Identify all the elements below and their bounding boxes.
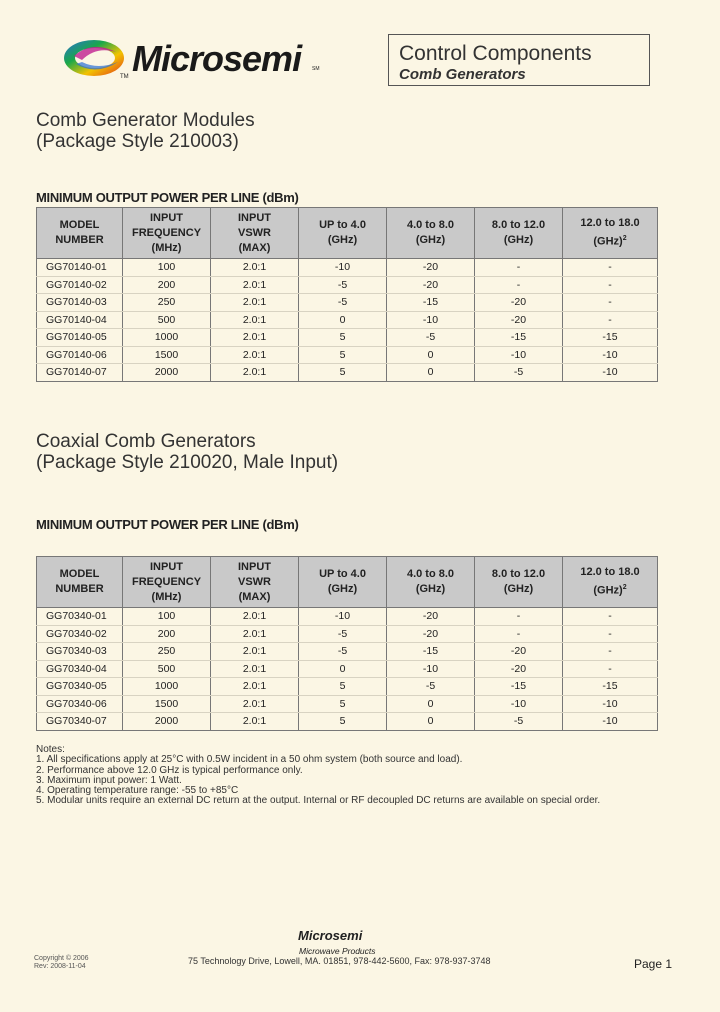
col-band2: 4.0 to 8.0 (GHz) xyxy=(387,557,475,608)
col-band4: 12.0 to 18.0 (GHz)$^2$ xyxy=(563,208,658,259)
section2-title-line2: (Package Style 210020, Male Input) xyxy=(36,452,339,473)
model-cell: GG70140-03 xyxy=(37,294,123,312)
section2-title-line1: Coaxial Comb Generators xyxy=(36,431,256,452)
band4-cell: - xyxy=(563,660,658,678)
section1-title-line1: Comb Generator Modules xyxy=(36,110,255,131)
servicemark-mark: SM xyxy=(312,66,320,72)
header-box-title: Control Components xyxy=(399,42,592,65)
table-row xyxy=(37,311,658,329)
frequency-cell: 500 xyxy=(123,660,211,678)
vswr-cell: 2.0:1 xyxy=(211,311,299,329)
band4-cell: -10 xyxy=(563,364,658,382)
band4-cell: - xyxy=(563,276,658,294)
band1-cell: 5 xyxy=(299,678,387,696)
band1-cell: 5 xyxy=(299,695,387,713)
footer-address: 75 Technology Drive, Lowell, MA. 01851, 978-442-5600, Fax: 978-937-3748 xyxy=(188,956,491,966)
frequency-cell: 1500 xyxy=(123,346,211,364)
band2-cell: -20 xyxy=(387,276,475,294)
frequency-cell: 100 xyxy=(123,608,211,626)
col-vswr: INPUT VSWR (MAX) xyxy=(211,208,299,259)
table2-title: MINIMUM OUTPUT POWER PER LINE (dBm) xyxy=(36,517,299,532)
vswr-cell: 2.0:1 xyxy=(211,643,299,661)
band3-cell: -5 xyxy=(475,713,563,731)
model-cell: GG70140-07 xyxy=(37,364,123,382)
vswr-cell: 2.0:1 xyxy=(211,695,299,713)
band1-cell: -10 xyxy=(299,259,387,277)
band4-cell: -10 xyxy=(563,695,658,713)
band4-cell: -15 xyxy=(563,329,658,347)
band3-cell: - xyxy=(475,608,563,626)
band4-cell: - xyxy=(563,294,658,312)
microsemi-swirl-icon xyxy=(62,36,126,80)
col-model: MODEL NUMBER xyxy=(37,208,123,259)
band1-cell: 5 xyxy=(299,346,387,364)
band2-cell: 0 xyxy=(387,346,475,364)
note-item: 1. All specifications apply at 25°C with 0.5W incident in a 50 ohm system (both source and load). xyxy=(36,754,463,766)
col-band3: 8.0 to 12.0 (GHz) xyxy=(475,208,563,259)
section1-title xyxy=(36,110,255,152)
band4-cell: - xyxy=(563,643,658,661)
brand-name: Microsemi xyxy=(132,38,302,79)
band2-cell: 0 xyxy=(387,364,475,382)
band3-cell: -20 xyxy=(475,643,563,661)
band1-cell: 5 xyxy=(299,329,387,347)
band4-cell: - xyxy=(563,311,658,329)
band3-cell: -20 xyxy=(475,294,563,312)
model-cell: GG70340-07 xyxy=(37,713,123,731)
band2-cell: -10 xyxy=(387,311,475,329)
vswr-cell: 2.0:1 xyxy=(211,625,299,643)
table-row xyxy=(37,678,658,696)
header-box xyxy=(388,34,650,86)
table-row xyxy=(37,329,658,347)
band3-cell: -15 xyxy=(475,329,563,347)
copyright-line2: Rev: 2008-11-04 xyxy=(34,963,86,970)
band2-cell: -5 xyxy=(387,678,475,696)
band3-cell: - xyxy=(475,259,563,277)
model-cell: GG70340-04 xyxy=(37,660,123,678)
vswr-cell: 2.0:1 xyxy=(211,713,299,731)
table1-header-row xyxy=(37,208,658,259)
band1-cell: -5 xyxy=(299,625,387,643)
header-box-subtitle: Comb Generators xyxy=(399,66,526,83)
col-band1: UP to 4.0 (GHz) xyxy=(299,208,387,259)
frequency-cell: 1000 xyxy=(123,329,211,347)
section2-title xyxy=(36,431,338,473)
vswr-cell: 2.0:1 xyxy=(211,608,299,626)
vswr-cell: 2.0:1 xyxy=(211,660,299,678)
footer-division: Microwave Products xyxy=(299,946,376,956)
band3-cell: - xyxy=(475,625,563,643)
col-frequency: INPUT FREQUENCY (MHz) xyxy=(123,557,211,608)
table-row xyxy=(37,294,658,312)
band3-cell: - xyxy=(475,276,563,294)
vswr-cell: 2.0:1 xyxy=(211,294,299,312)
band4-cell: -10 xyxy=(563,713,658,731)
frequency-cell: 100 xyxy=(123,259,211,277)
band1-cell: 0 xyxy=(299,660,387,678)
section1-title-line2: (Package Style 210003) xyxy=(36,131,239,152)
model-cell: GG70340-01 xyxy=(37,608,123,626)
frequency-cell: 2000 xyxy=(123,364,211,382)
page-number: Page 1 xyxy=(634,957,673,971)
note-item: 3. Maximum input power: 1 Watt. xyxy=(36,774,182,786)
microsemi-logo xyxy=(62,36,322,84)
model-cell: GG70340-06 xyxy=(37,695,123,713)
col-frequency: INPUT FREQUENCY (MHz) xyxy=(123,208,211,259)
notes xyxy=(36,745,600,807)
band1-cell: -5 xyxy=(299,276,387,294)
band3-cell: -20 xyxy=(475,311,563,329)
table-row xyxy=(37,643,658,661)
frequency-cell: 500 xyxy=(123,311,211,329)
frequency-cell: 250 xyxy=(123,643,211,661)
frequency-cell: 250 xyxy=(123,294,211,312)
band2-cell: -15 xyxy=(387,294,475,312)
band3-cell: -10 xyxy=(475,695,563,713)
col-band2: 4.0 to 8.0 (GHz) xyxy=(387,208,475,259)
band2-cell: -20 xyxy=(387,608,475,626)
band1-cell: -5 xyxy=(299,643,387,661)
copyright-line1: Copyright © 2006 xyxy=(34,955,89,962)
trademark-mark: TM xyxy=(120,74,129,80)
band2-cell: -20 xyxy=(387,259,475,277)
model-cell: GG70140-01 xyxy=(37,259,123,277)
table-row xyxy=(37,364,658,382)
band4-cell: -10 xyxy=(563,346,658,364)
col-band3: 8.0 to 12.0 (GHz) xyxy=(475,557,563,608)
copyright xyxy=(34,955,89,971)
band4-cell: -15 xyxy=(563,678,658,696)
band1-cell: -5 xyxy=(299,294,387,312)
note-item: 2. Performance above 12.0 GHz is typical performance only. xyxy=(36,764,303,776)
band4-cell: - xyxy=(563,608,658,626)
table-row xyxy=(37,695,658,713)
model-cell: GG70140-02 xyxy=(37,276,123,294)
model-cell: GG70140-04 xyxy=(37,311,123,329)
table-row xyxy=(37,608,658,626)
frequency-cell: 200 xyxy=(123,625,211,643)
frequency-cell: 2000 xyxy=(123,713,211,731)
frequency-cell: 1500 xyxy=(123,695,211,713)
band3-cell: -10 xyxy=(475,346,563,364)
vswr-cell: 2.0:1 xyxy=(211,276,299,294)
table-row xyxy=(37,259,658,277)
band2-cell: -20 xyxy=(387,625,475,643)
table2 xyxy=(36,556,658,731)
band1-cell: 0 xyxy=(299,311,387,329)
col-band1: UP to 4.0 (GHz) xyxy=(299,557,387,608)
table-row xyxy=(37,276,658,294)
note-item: 4. Operating temperature range: -55 to +85°C xyxy=(36,785,239,797)
col-band4: 12.0 to 18.0 (GHz)$^2$ xyxy=(563,557,658,608)
band2-cell: -5 xyxy=(387,329,475,347)
vswr-cell: 2.0:1 xyxy=(211,259,299,277)
frequency-cell: 1000 xyxy=(123,678,211,696)
band3-cell: -20 xyxy=(475,660,563,678)
table1 xyxy=(36,207,658,382)
band4-cell: - xyxy=(563,625,658,643)
frequency-cell: 200 xyxy=(123,276,211,294)
model-cell: GG70340-03 xyxy=(37,643,123,661)
band2-cell: -15 xyxy=(387,643,475,661)
band3-cell: -5 xyxy=(475,364,563,382)
band2-cell: 0 xyxy=(387,713,475,731)
table-row xyxy=(37,713,658,731)
band2-cell: -10 xyxy=(387,660,475,678)
band4-cell: - xyxy=(563,259,658,277)
vswr-cell: 2.0:1 xyxy=(211,364,299,382)
table2-header-row xyxy=(37,557,658,608)
band1-cell: -10 xyxy=(299,608,387,626)
footer-brand: Microsemi xyxy=(298,928,363,943)
table1-title: MINIMUM OUTPUT POWER PER LINE (dBm) xyxy=(36,190,299,205)
model-cell: GG70340-05 xyxy=(37,678,123,696)
col-vswr: INPUT VSWR (MAX) xyxy=(211,557,299,608)
table-row xyxy=(37,346,658,364)
vswr-cell: 2.0:1 xyxy=(211,329,299,347)
band2-cell: 0 xyxy=(387,695,475,713)
model-cell: GG70340-02 xyxy=(37,625,123,643)
table-row xyxy=(37,660,658,678)
band1-cell: 5 xyxy=(299,713,387,731)
model-cell: GG70140-05 xyxy=(37,329,123,347)
table-row xyxy=(37,625,658,643)
col-model: MODEL NUMBER xyxy=(37,557,123,608)
vswr-cell: 2.0:1 xyxy=(211,346,299,364)
band1-cell: 5 xyxy=(299,364,387,382)
vswr-cell: 2.0:1 xyxy=(211,678,299,696)
note-item: 5. Modular units require an external DC return at the output. Internal or RF decoupled DC returns are available on special order. xyxy=(36,795,601,807)
notes-heading: Notes: xyxy=(36,744,65,755)
model-cell: GG70140-06 xyxy=(37,346,123,364)
band3-cell: -15 xyxy=(475,678,563,696)
